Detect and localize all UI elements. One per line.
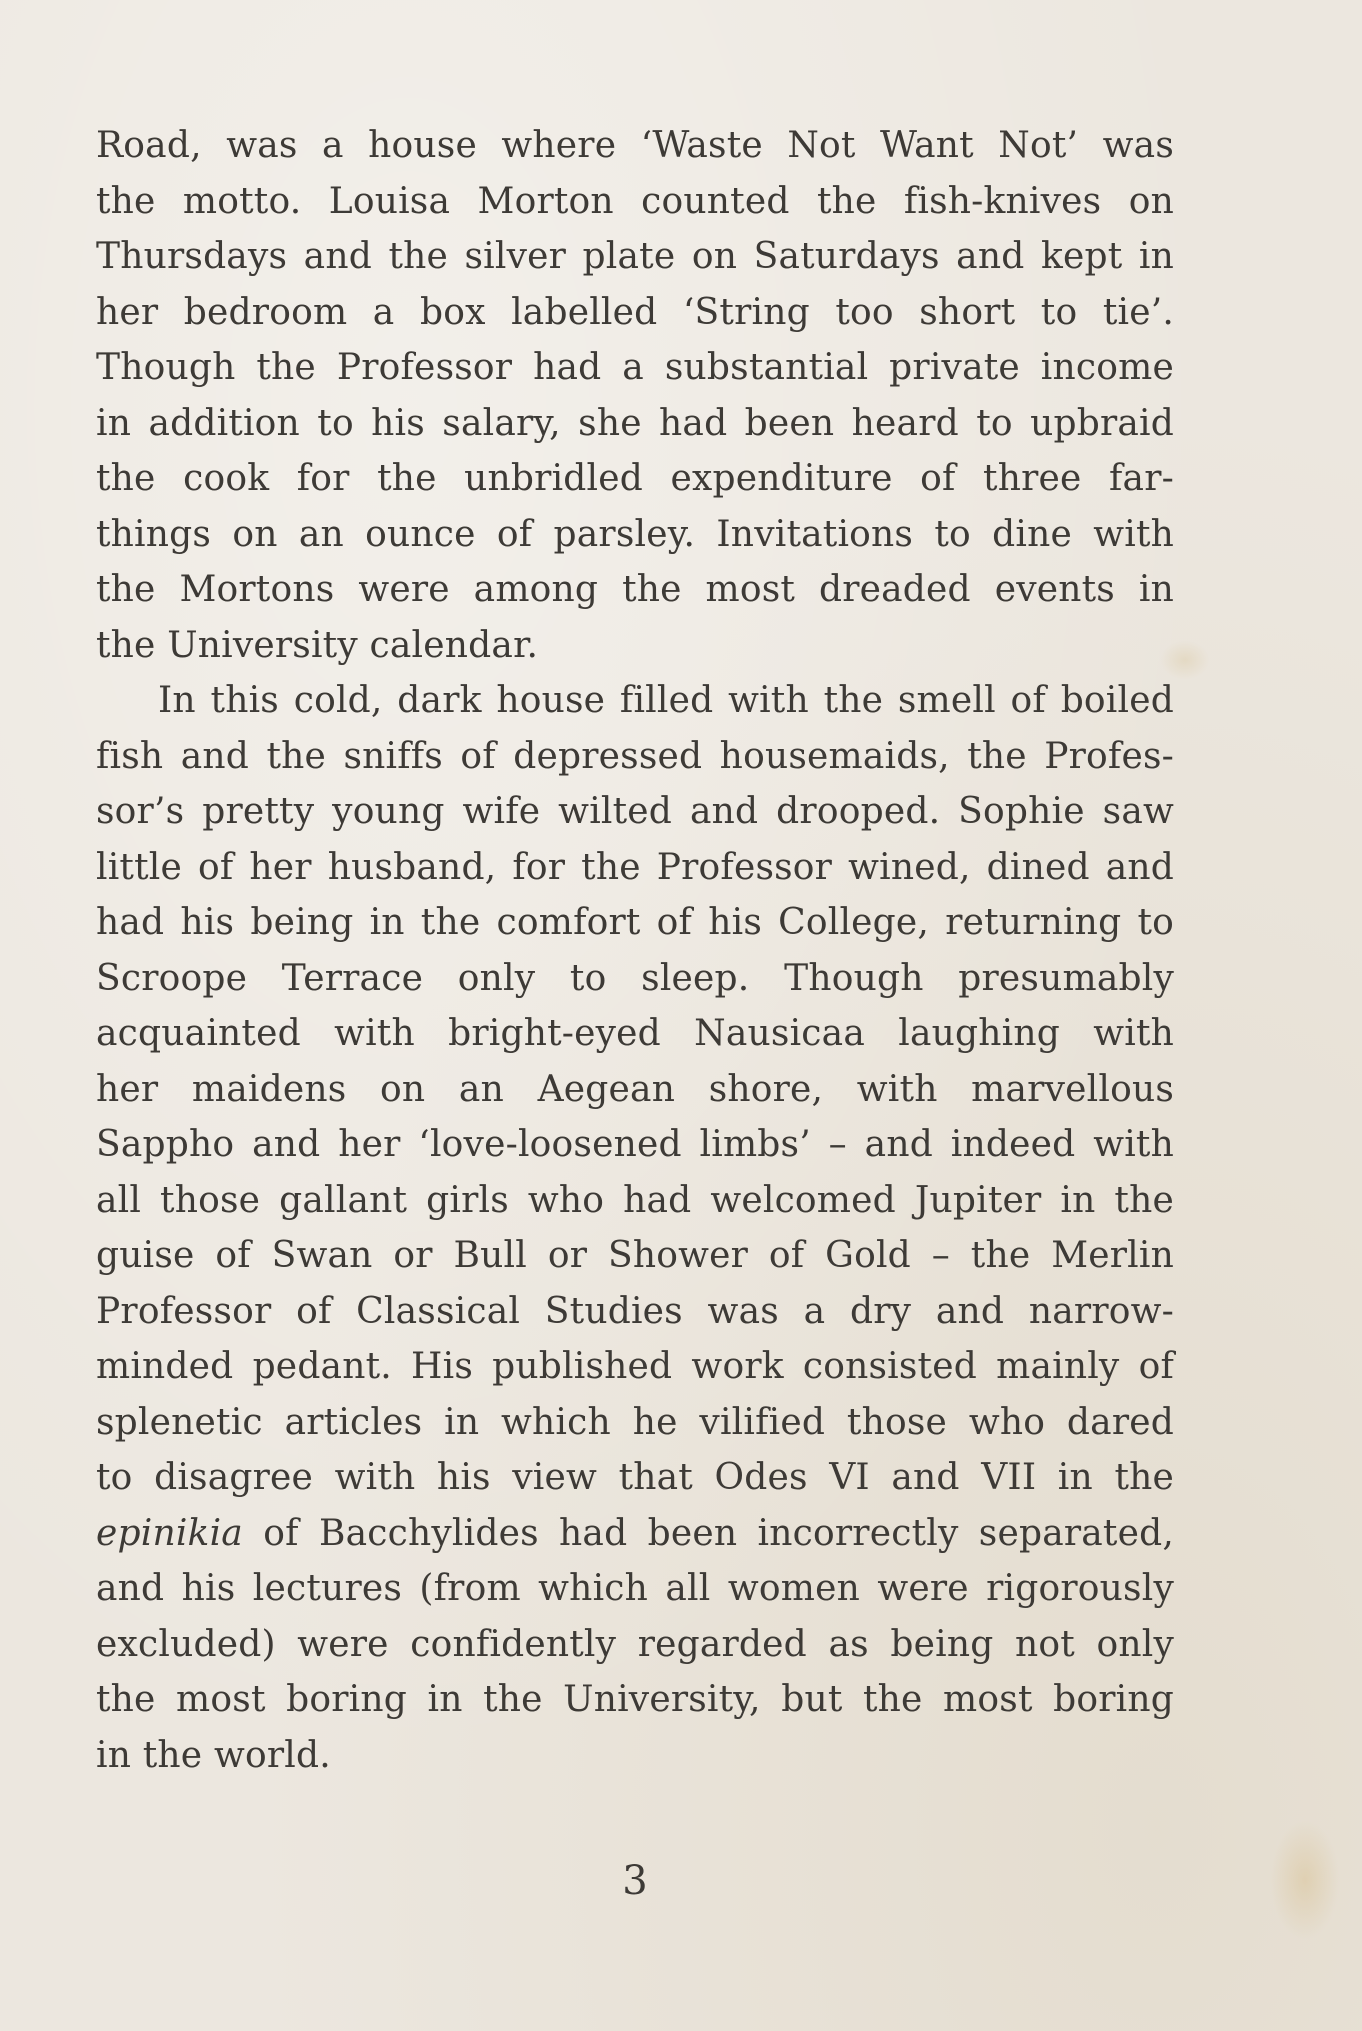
page-number: 3: [622, 1858, 648, 1904]
paper-stain: [1270, 1820, 1340, 1940]
book-page: [96, 118, 1174, 1938]
italic-term: epinikia: [96, 1512, 243, 1554]
text-line: the cook for the unbridled expenditure of three far-: [96, 458, 1174, 499]
text-line: the most boring in the University, but the most boring: [96, 1679, 1174, 1720]
text-line: had his being in the comfort of his College, returning to: [96, 902, 1174, 943]
text-line: little of her husband, for the Professor wined, dined and: [96, 846, 1174, 888]
text-line: all those gallant girls who had welcomed Jupiter in the: [96, 1179, 1174, 1221]
text-line: acquainted with bright-eyed Nausicaa laughing with: [96, 1013, 1174, 1054]
text-line: Though the Professor had a substantial private income: [96, 347, 1174, 388]
text-line: splenetic articles in which he vilified those who dared: [96, 1401, 1174, 1443]
text-line: her maidens on an Aegean shore, with marvellous: [96, 1068, 1174, 1110]
text-line: things on an ounce of parsley. Invitations to dine with: [96, 513, 1174, 555]
text-line: sor’s pretty young wife wilted and drooped. Sophie saw: [96, 791, 1174, 832]
paragraph-1: [96, 118, 1174, 673]
text-line: the motto. Louisa Morton counted the fish-knives on: [96, 180, 1174, 222]
text-line: excluded) were confidently regarded as being not only: [96, 1623, 1174, 1665]
paragraph-2: [96, 673, 1174, 1783]
text-line: and his lectures (from which all women were rigorously: [96, 1568, 1174, 1609]
text-line: fish and the sniffs of depressed housemaids, the Profes-: [96, 735, 1174, 777]
text-line-with-italic: [96, 1506, 1174, 1562]
text-line-rest: of Bacchylides had been incorrectly separated,: [263, 1512, 1174, 1554]
text-line: her bedroom a box labelled ‘String too short to tie’.: [96, 291, 1174, 333]
text-line: Thursdays and the silver plate on Saturdays and kept in: [96, 236, 1174, 277]
text-line: minded pedant. His published work consisted mainly of: [96, 1346, 1174, 1387]
text-line: guise of Swan or Bull or Shower of Gold – the Merlin: [96, 1235, 1174, 1276]
text-line: in the world.: [96, 1734, 331, 1776]
text-line: Scroope Terrace only to sleep. Though presumably: [96, 957, 1174, 999]
body-text: [96, 118, 1174, 1783]
text-line: in addition to his salary, she had been heard to upbraid: [96, 402, 1174, 444]
text-line: the University calendar.: [96, 624, 539, 666]
text-line-indented: In this cold, dark house filled with the smell of boiled: [158, 680, 1174, 721]
text-line: to disagree with his view that Odes VI and VII in the: [96, 1457, 1174, 1498]
text-line: Professor of Classical Studies was a dry and narrow-: [96, 1290, 1174, 1332]
text-line: the Mortons were among the most dreaded events in: [96, 569, 1174, 610]
text-line: Sappho and her ‘love-loosened limbs’ – and indeed with: [96, 1124, 1174, 1165]
text-line: Road, was a house where ‘Waste Not Want Not’ was: [96, 125, 1174, 166]
